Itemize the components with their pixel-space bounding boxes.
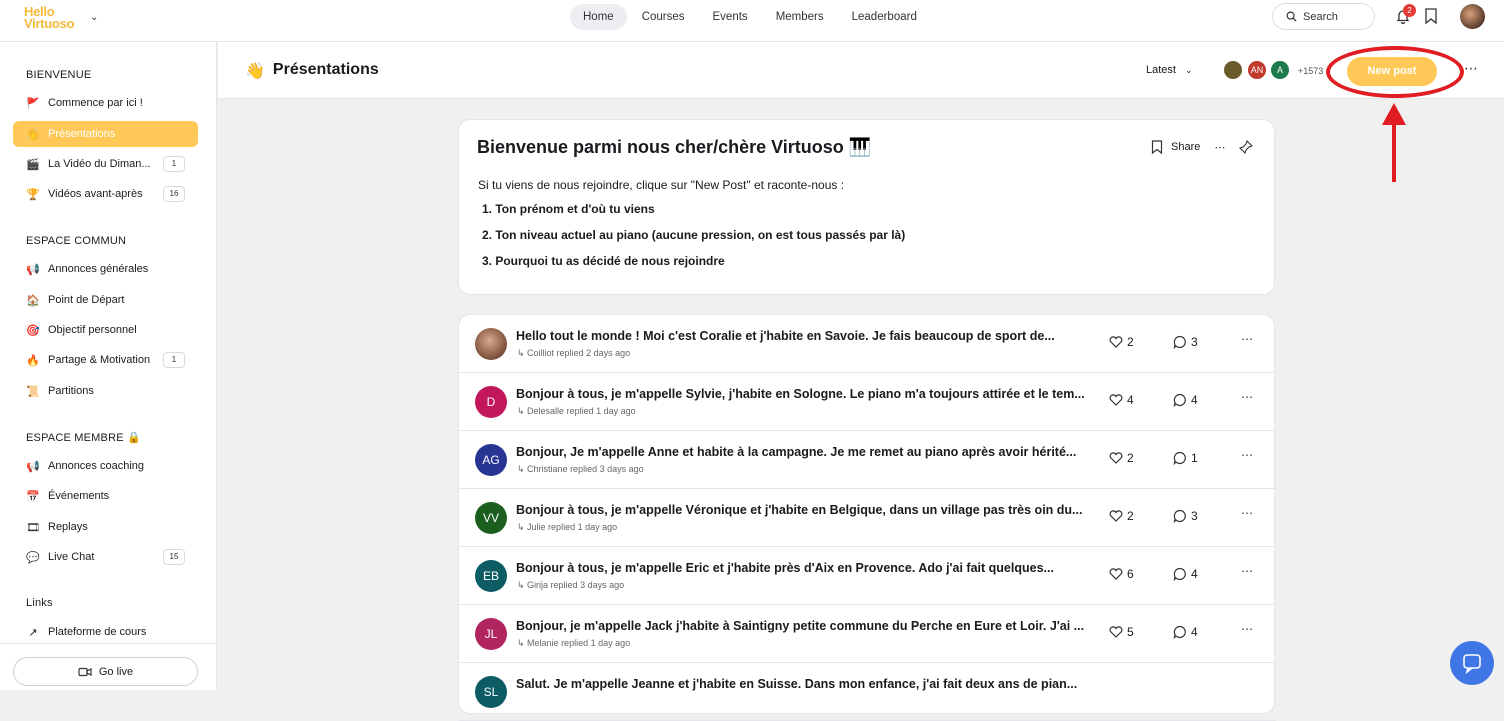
logo-line-2: Virtuoso — [24, 16, 75, 31]
member-avatar[interactable] — [1222, 59, 1244, 81]
chat-icon — [1450, 641, 1494, 685]
comment-button[interactable]: 3 — [1173, 335, 1198, 349]
heart-icon — [1109, 452, 1123, 464]
sidebar-item-label: Annonces coaching — [48, 460, 145, 472]
more-options-icon[interactable]: ⋯ — [1241, 622, 1253, 636]
section-title-links: Links — [26, 597, 53, 609]
wave-icon: 👋 — [26, 128, 40, 141]
sidebar-item-label: Partage & Motivation — [48, 354, 151, 366]
post-row[interactable] — [459, 315, 1276, 373]
sidebar-item-label: Présentations — [48, 128, 116, 140]
more-options-icon[interactable]: ⋯ — [1241, 506, 1253, 520]
main-nav — [570, 4, 930, 30]
more-options-icon[interactable]: ⋯ — [1464, 60, 1478, 76]
post-row[interactable] — [459, 373, 1276, 431]
sidebar-item-partage[interactable] — [13, 347, 198, 373]
like-button[interactable]: 6 — [1109, 567, 1134, 581]
sidebar-item-annonces-generales[interactable] — [13, 256, 198, 282]
sidebar-item-presentations[interactable] — [13, 121, 198, 147]
sidebar — [0, 42, 217, 690]
more-options-icon[interactable]: ⋯ — [1241, 332, 1253, 346]
unread-count: 1 — [163, 156, 185, 172]
nav-home[interactable]: Home — [570, 4, 627, 30]
comment-icon — [1173, 335, 1187, 349]
like-button[interactable]: 4 — [1109, 393, 1134, 407]
search-icon — [1286, 11, 1297, 22]
sidebar-item-label: Vidéos avant-après — [48, 188, 143, 200]
notification-badge: 2 — [1403, 4, 1416, 17]
sidebar-item-label: Annonces générales — [48, 263, 149, 275]
heart-icon — [1109, 568, 1123, 580]
pinned-post[interactable] — [458, 119, 1275, 295]
nav-members[interactable]: Members — [775, 11, 824, 23]
megaphone-icon: 📢 — [26, 263, 40, 276]
post-title[interactable]: Bonjour, je m'appelle Jack j'habite à Saintigny petite commune du Perche en Eure et Loir. J'ai ... — [516, 619, 1085, 633]
post-title[interactable]: Bonjour à tous, je m'appelle Véronique et j'habite en Belgique, dans un village pas très oin du... — [516, 503, 1083, 517]
comment-button[interactable]: 4 — [1173, 625, 1198, 639]
sidebar-item-replays[interactable] — [13, 514, 198, 540]
chevron-down-icon: ⌄ — [1185, 65, 1193, 75]
comment-icon — [1173, 509, 1187, 523]
comment-icon — [1173, 393, 1187, 407]
section-title-espace-membre: ESPACE MEMBRE 🔒 — [26, 432, 141, 444]
avatar[interactable]: JL — [475, 618, 507, 650]
go-live-button[interactable] — [13, 657, 198, 686]
unread-count: 15 — [163, 549, 185, 565]
annotation-arrow-shaft — [1392, 122, 1396, 182]
sidebar-item-partitions[interactable] — [13, 378, 198, 404]
like-button[interactable]: 5 — [1109, 625, 1134, 639]
post-row[interactable] — [459, 605, 1276, 663]
pinned-post-intro: Si tu viens de nous rejoindre, clique sur "New Post" et raconte-nous : — [478, 178, 845, 192]
sidebar-item-objectif[interactable] — [13, 317, 198, 343]
like-button[interactable]: 2 — [1109, 509, 1134, 523]
search-button[interactable] — [1272, 3, 1375, 30]
bookmark-icon[interactable] — [1424, 8, 1438, 24]
space-title-text: Présentations — [272, 61, 379, 78]
sidebar-item-label: Commence par ici ! — [48, 97, 143, 109]
sidebar-item-label: Replays — [48, 521, 88, 533]
post-title[interactable]: Bonjour à tous, je m'appelle Eric et j'habite près d'Aix en Provence. Ado j'ai fait quelques... — [516, 561, 1054, 575]
space-header — [218, 42, 1504, 99]
post-row[interactable] — [459, 547, 1276, 605]
comment-icon — [1173, 567, 1187, 581]
list-item: 1. Ton prénom et d'où tu viens — [482, 202, 655, 216]
heart-icon — [1109, 510, 1123, 522]
flag-icon: 🚩 — [26, 97, 40, 110]
trophy-icon: 🏆 — [26, 188, 40, 201]
search-label: Search — [1303, 10, 1338, 23]
more-options-icon[interactable]: ⋯ — [1241, 564, 1253, 578]
nav-events[interactable]: Events — [712, 11, 748, 23]
sidebar-item-point-depart[interactable] — [13, 287, 198, 313]
more-options-icon[interactable]: ⋯ — [1241, 448, 1253, 462]
comment-button[interactable]: 3 — [1173, 509, 1198, 523]
highlight-ring — [1326, 46, 1464, 98]
comment-button[interactable]: 4 — [1173, 393, 1198, 407]
wave-icon: 👋 — [245, 63, 265, 80]
list-item: 2. Ton niveau actuel au piano (aucune pression, on est tous passés par là) — [482, 228, 906, 242]
list-item: 3. Pourquoi tu as décidé de nous rejoindre — [482, 254, 725, 268]
like-button[interactable]: 2 — [1109, 451, 1134, 465]
pinned-post-actions — [1151, 140, 1253, 154]
member-count[interactable]: +1573 — [1298, 66, 1324, 76]
sidebar-item-label: Live Chat — [48, 551, 95, 563]
post-meta: ↳ Girija replied 3 days ago — [517, 580, 625, 590]
external-link-icon: ↗ — [28, 626, 38, 639]
sort-dropdown[interactable] — [1146, 64, 1193, 76]
pinned-post-title[interactable]: Bienvenue parmi nous cher/chère Virtuoso 🎹 — [477, 137, 872, 157]
member-avatar[interactable]: AN — [1246, 59, 1268, 81]
heart-icon — [1109, 394, 1123, 406]
unread-count: 1 — [163, 352, 185, 368]
post-row[interactable] — [459, 489, 1276, 547]
target-icon: 🎯 — [26, 324, 40, 337]
logo-line-1: Hello — [24, 4, 55, 19]
post-title[interactable]: Hello tout le monde ! Moi c'est Coralie et j'habite en Savoie. Je fais beaucoup de sport de... — [516, 329, 1055, 343]
more-options-icon[interactable]: ⋯ — [1214, 141, 1226, 154]
post-meta: ↳ Coilliot replied 2 days ago — [517, 348, 631, 358]
fire-icon: 🔥 — [26, 354, 40, 367]
more-options-icon[interactable]: ⋯ — [1241, 390, 1253, 404]
go-live-label: Go live — [98, 665, 134, 678]
post-meta: ↳ Christiane replied 3 days ago — [517, 464, 644, 474]
video-camera-icon — [78, 667, 92, 677]
support-chat-button[interactable] — [1450, 641, 1494, 685]
scroll-icon: 📜 — [26, 385, 40, 398]
brand-logo[interactable] — [24, 6, 88, 34]
page-title — [245, 61, 379, 81]
avatar[interactable] — [475, 328, 507, 360]
post-title[interactable]: Bonjour, Je m'appelle Anne et habite à la campagne. Je me remet au piano après avoir hérité... — [516, 445, 1077, 459]
heart-icon — [1109, 336, 1123, 348]
post-feed — [458, 314, 1275, 714]
speech-bubble-icon: 💬 — [26, 551, 40, 564]
sidebar-divider — [0, 643, 217, 644]
comment-icon — [1173, 451, 1187, 465]
nav-leaderboard[interactable]: Leaderboard — [851, 11, 917, 23]
section-title-espace-commun: ESPACE COMMUN — [26, 235, 127, 247]
sort-label: Latest — [1146, 64, 1176, 76]
post-title[interactable]: Bonjour à tous, je m'appelle Sylvie, j'habite en Sologne. Le piano m'a toujours attirée et le tem... — [516, 387, 1085, 401]
post-row[interactable] — [459, 431, 1276, 489]
sidebar-item-label: Événements — [48, 490, 110, 502]
top-navigation — [0, 0, 1504, 42]
pinned-post-list — [482, 202, 905, 280]
megaphone-icon: 📢 — [26, 460, 40, 473]
sidebar-item-video-dimanche[interactable] — [13, 151, 198, 177]
post-meta: ↳ Melanie replied 1 day ago — [517, 638, 631, 648]
sidebar-item-annonces-coaching[interactable] — [13, 453, 198, 479]
sidebar-item-commence[interactable] — [13, 90, 198, 116]
avatar[interactable]: VV — [475, 502, 507, 534]
comment-button[interactable]: 4 — [1173, 567, 1198, 581]
post-row[interactable] — [459, 663, 1276, 721]
post-meta: ↳ Delesalle replied 1 day ago — [517, 406, 636, 416]
share-button[interactable]: Share — [1171, 141, 1201, 153]
sidebar-item-label: Partitions — [48, 385, 94, 397]
sidebar-item-evenements[interactable] — [13, 483, 198, 509]
comment-button[interactable]: 1 — [1173, 451, 1198, 465]
sidebar-item-live-chat[interactable] — [13, 544, 198, 570]
heart-icon — [1109, 626, 1123, 638]
comment-icon — [1173, 625, 1187, 639]
avatar[interactable]: SL — [475, 676, 507, 708]
sidebar-item-label: Objectif personnel — [48, 324, 137, 336]
sidebar-item-label: Plateforme de cours — [48, 626, 147, 638]
bookmark-icon[interactable] — [1151, 140, 1163, 154]
unread-count: 16 — [163, 186, 185, 202]
sidebar-item-label: La Vidéo du Diman... — [48, 158, 151, 170]
chevron-down-icon[interactable]: ⌄ — [90, 12, 99, 23]
like-button[interactable]: 2 — [1109, 335, 1134, 349]
sidebar-item-avant-apres[interactable] — [13, 181, 198, 207]
clapper-icon: 🎬 — [26, 158, 40, 171]
new-post-button[interactable]: New post — [1347, 57, 1437, 86]
avatar[interactable]: AG — [475, 444, 507, 476]
avatar[interactable]: D — [475, 386, 507, 418]
film-icon: 🎞 — [26, 521, 40, 534]
sidebar-link-plateforme[interactable] — [13, 619, 198, 645]
user-avatar[interactable] — [1460, 4, 1485, 29]
sidebar-item-label: Point de Départ — [48, 294, 125, 306]
nav-courses[interactable]: Courses — [641, 11, 685, 23]
post-meta: ↳ Julie replied 1 day ago — [517, 522, 618, 532]
section-title-bienvenue: BIENVENUE — [26, 69, 92, 81]
member-avatar[interactable]: A — [1269, 59, 1291, 81]
house-icon: 🏠 — [26, 294, 40, 307]
pin-icon[interactable] — [1239, 140, 1253, 154]
post-title[interactable]: Salut. Je m'appelle Jeanne et j'habite en Suisse. Dans mon enfance, j'ai fait deux ans de pian... — [516, 677, 1078, 691]
calendar-icon: 📅 — [26, 490, 40, 503]
avatar[interactable]: EB — [475, 560, 507, 592]
